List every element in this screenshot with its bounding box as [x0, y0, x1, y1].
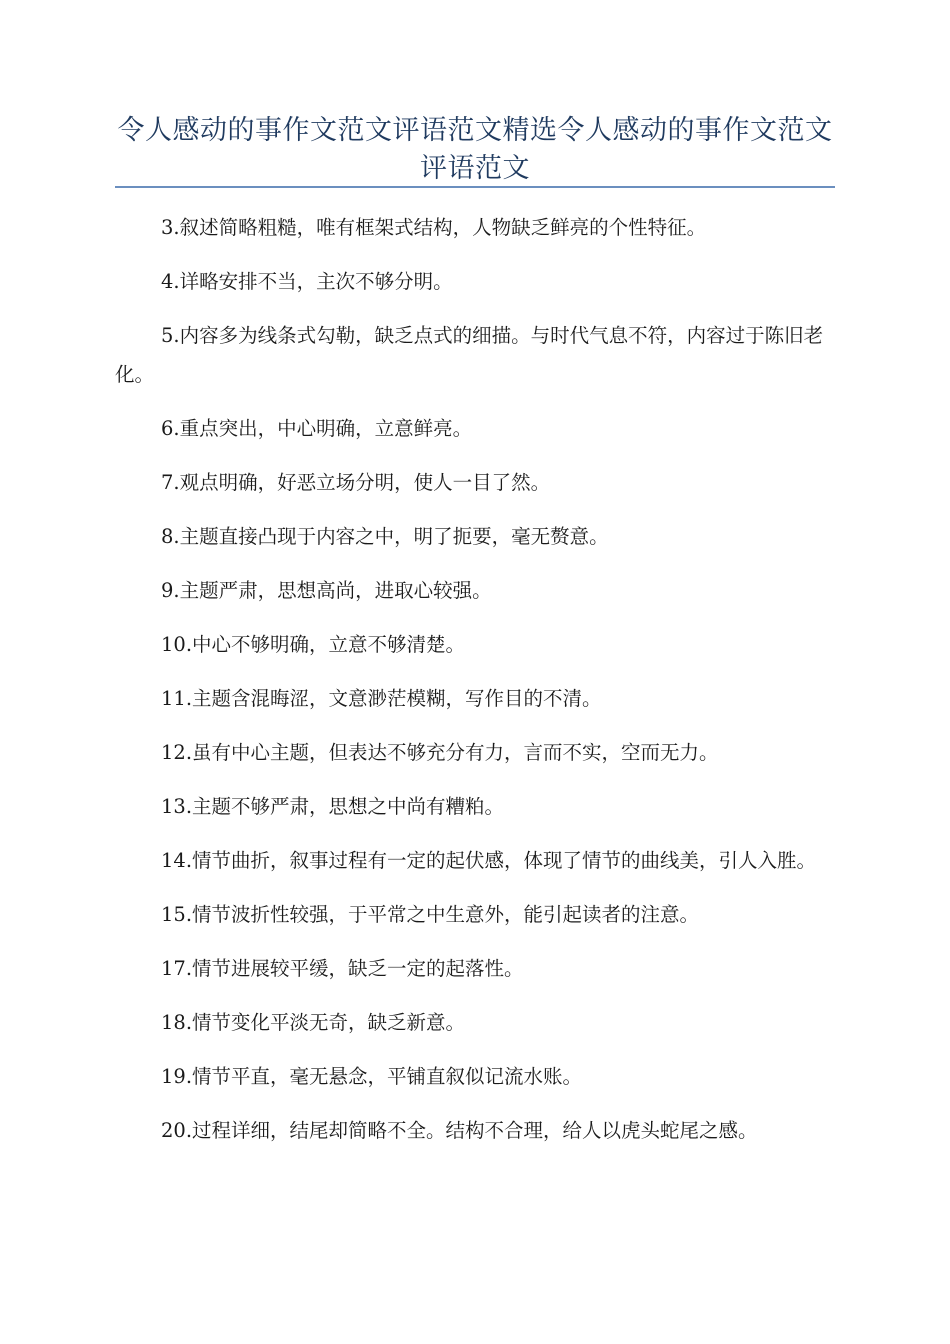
paragraph-4: 4.详略安排不当，主次不够分明。 [161, 270, 453, 293]
paragraph-13: 13.主题不够严肃，思想之中尚有糟粕。 [161, 795, 505, 818]
paragraph-11: 11.主题含混晦涩，文意渺茫模糊，写作目的不清。 [161, 687, 602, 710]
paragraph-12: 12.虽有中心主题，但表达不够充分有力，言而不实，空而无力。 [161, 741, 719, 764]
paragraph-3: 3.叙述简略粗糙，唯有框架式结构，人物缺乏鲜亮的个性特征。 [161, 216, 707, 239]
paragraph-5: 5.内容多为线条式勾勒，缺乏点式的细描。与时代气息不符，内容过于陈旧老化。 [115, 324, 824, 386]
paragraph-8: 8.主题直接凸现于内容之中，明了扼要，毫无赘意。 [161, 525, 609, 548]
paragraph-19: 19.情节平直，毫无悬念，平铺直叙似记流水账。 [161, 1065, 583, 1088]
title-underline [115, 186, 835, 188]
paragraph-9: 9.主题严肃，思想高尚，进取心较强。 [161, 579, 492, 602]
paragraph-14: 14.情节曲折，叙事过程有一定的起伏感，体现了情节的曲线美，引人入胜。 [161, 849, 817, 872]
paragraph-18: 18.情节变化平淡无奇，缺乏新意。 [161, 1011, 466, 1034]
paragraph-20: 20.过程详细，结尾却简略不全。结构不合理，给人以虎头蛇尾之感。 [161, 1119, 758, 1142]
document-body [115, 208, 835, 1165]
paragraph-17: 17.情节进展较平缓，缺乏一定的起落性。 [161, 957, 524, 980]
paragraph-6: 6.重点突出，中心明确，立意鲜亮。 [161, 417, 473, 440]
paragraph-7: 7.观点明确，好恶立场分明，使人一目了然。 [161, 471, 551, 494]
paragraph-10: 10.中心不够明确，立意不够清楚。 [161, 633, 466, 656]
paragraph-15: 15.情节波折性较强，于平常之中生意外，能引起读者的注意。 [161, 903, 700, 926]
document-title: 令人感动的事作文范文评语范文精选令人感动的事作文范文评语范文 [117, 115, 833, 184]
